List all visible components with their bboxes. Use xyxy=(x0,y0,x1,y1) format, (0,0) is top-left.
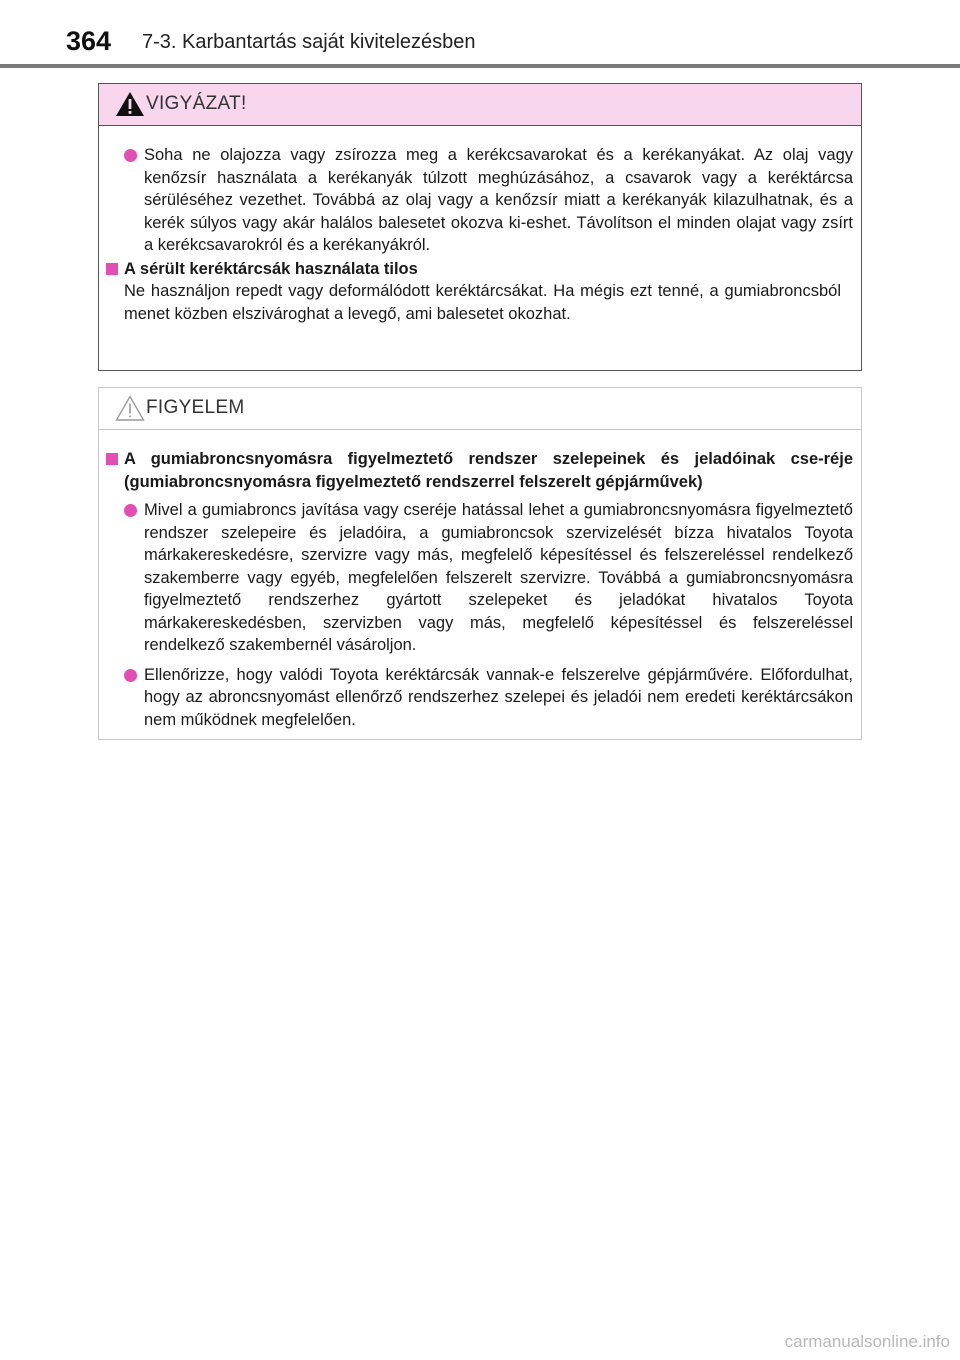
notice-item-text: Mivel a gumiabroncs javítása vagy cseréje hatással lehet a gumiabroncsnyomásra figyelmeztető rendszer szelepeire és jeladóira, a gumiabroncsok szervizelését bízza hivatalos Toyota márkakereskedésre, szervizre vagy más, megfelelő képesítéssel és felszereléssel rendelkező szakemberre vagy egyéb, megfelelően felszerelt szervizre. Továbbá a gumiabroncsnyomásra figyelmeztető rendszerhez gyártott szelepeket és jeladókat hivatalos Toyota márkakereskedésben, szervizben vagy más, megfelelő képesítéssel és felszereléssel rendelkező szakembernél vásároljon. xyxy=(144,501,853,654)
page-number: 364 xyxy=(66,26,112,56)
bullet-circle-icon xyxy=(124,504,137,517)
warning-box xyxy=(98,83,862,371)
notice-box xyxy=(98,387,862,740)
warning-triangle-icon xyxy=(115,90,145,118)
bullet-square-icon xyxy=(106,263,118,275)
caution-triangle-outline-icon xyxy=(115,394,145,422)
header-divider xyxy=(0,64,960,68)
notice-item xyxy=(144,499,853,657)
warning-subsection-title: A sérült keréktárcsák használata tilos xyxy=(124,259,418,278)
page-header xyxy=(0,0,960,70)
notice-label: FIGYELEM xyxy=(146,397,245,418)
bullet-circle-icon xyxy=(124,149,137,162)
notice-item xyxy=(144,664,853,732)
warning-item-text: Soha ne olajozza vagy zsírozza meg a kerékcsavarokat és a kerékanyákat. Az olaj vagy kenőzsír használata a kerékanyák túlzott meghúzásához, a csavarok vagy a keréktárcsa sérüléséhez vezethet. Továbbá az olaj vagy a kenőzsír miatt a kerékanyák kilazulhatnak, és a kerék súlyos vagy akár halálos balesetet okozva ki-eshet. Távolítson el minden olajat vagy zsírt a kerékcsavarokról és a kerékanyákról. xyxy=(144,146,853,254)
watermark: carmanualsonline.info xyxy=(784,1332,950,1351)
notice-item-text: Ellenőrizze, hogy valódi Toyota keréktárcsák vannak-e felszerelve gépjárművére. Előfordulhat, hogy az abroncsnyomást ellenőrző rendszerhez szelepei és jeladói nem eredeti keréktárcsákon nem működnek megfelelően. xyxy=(144,665,853,729)
warning-label: VIGYÁZAT! xyxy=(146,93,247,114)
notice-subsection-title: A gumiabroncsnyomásra figyelmeztető rendszer szelepeinek és jeladóinak cse-réje (gumiabroncsnyomásra figyelmeztető rendszerrel felszerelt gépjárművek) xyxy=(124,450,853,491)
warning-subsection xyxy=(124,258,853,326)
notice-body xyxy=(99,448,861,731)
section-title: 7-3. Karbantartás saját kivitelezésben xyxy=(142,31,476,53)
warning-body xyxy=(99,144,861,325)
notice-subsection xyxy=(124,448,853,493)
notice-header xyxy=(99,388,861,430)
warning-item xyxy=(144,144,853,257)
warning-subsection-text: Ne használjon repedt vagy deformálódott keréktárcsákat. Ha mégis ezt tenné, a gumiabroncsból menet közben elszivároghat a levegő, ami balesetet okozhat. xyxy=(124,282,841,323)
warning-header xyxy=(99,84,861,126)
bullet-circle-icon xyxy=(124,669,137,682)
bullet-square-icon xyxy=(106,453,118,465)
